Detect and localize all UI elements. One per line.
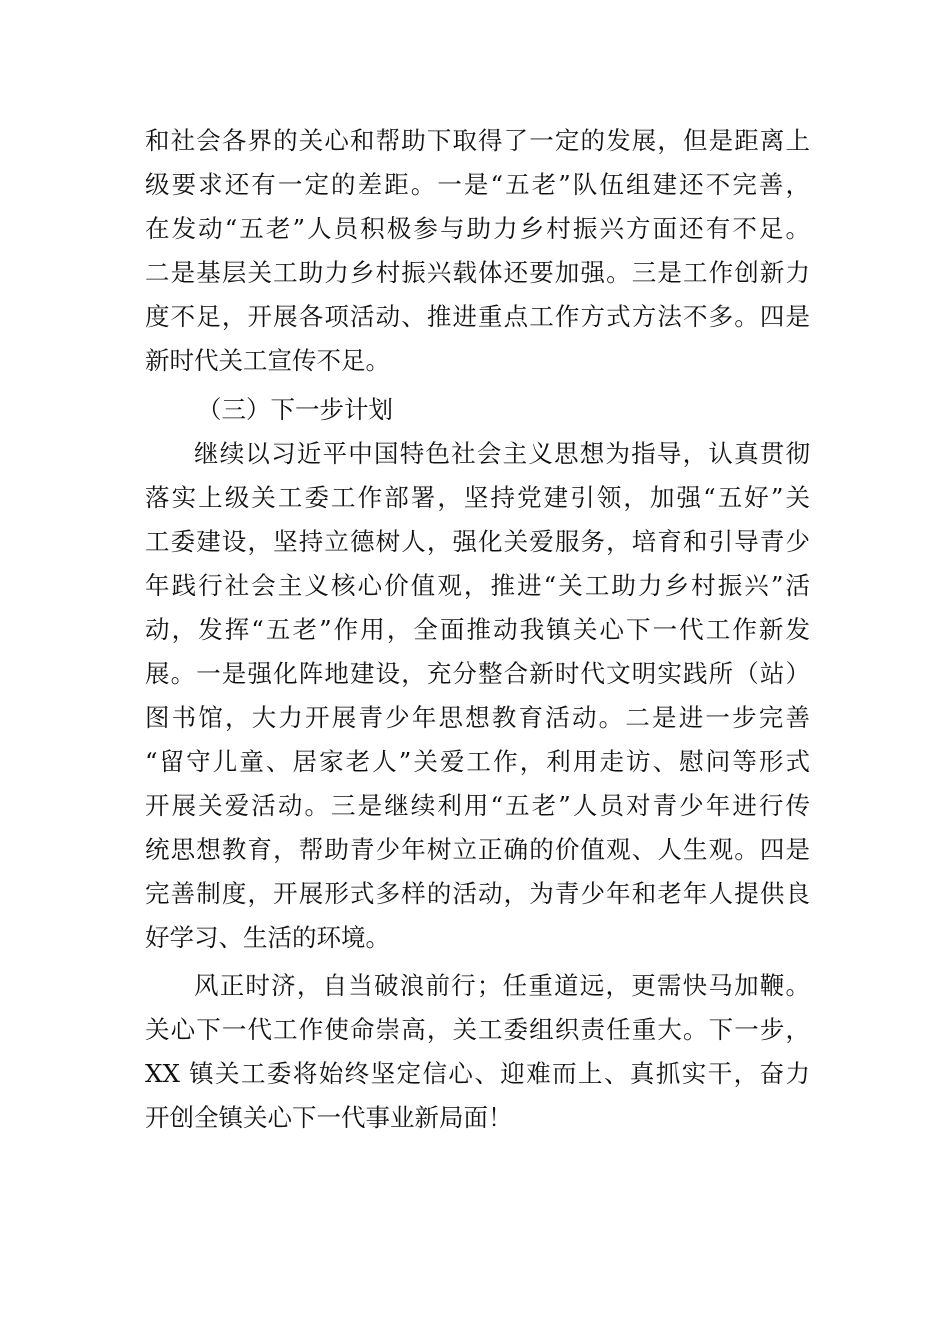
- paragraph-3-line-3: XX 镇关工委将始终坚定信心、迎难而上、真抓实干，奋力: [145, 1059, 810, 1088]
- paragraph-1-line-1: 和社会各界的关心和帮助下取得了一定的发展，但是距离上: [145, 126, 810, 155]
- paragraph-1-line-2: 级要求还有一定的差距。一是“五老”队伍组建还不完善，: [145, 170, 810, 199]
- paragraph-3-line-4: 开创全镇关心下一代事业新局面！: [145, 1103, 513, 1132]
- paragraph-2-line-12: 好学习、生活的环境。: [145, 923, 390, 952]
- paragraph-2-line-3: 工委建设，坚持立德树人，强化关爱服务，培育和引导青少: [145, 527, 810, 556]
- paragraph-3-line-1: 风正时济，自当破浪前行；任重道远，更需快马加鞭。: [194, 971, 810, 1000]
- paragraph-1-line-3: 在发动“五老”人员积极参与助力乡村振兴方面还有不足。: [145, 214, 810, 243]
- paragraph-1-line-5: 度不足，开展各项活动、推进重点工作方式方法不多。四是: [145, 302, 810, 331]
- paragraph-2-line-7: 图书馆，大力开展青少年思想教育活动。二是进一步完善: [145, 703, 810, 732]
- paragraph-1-line-6: 新时代关工宣传不足。: [145, 346, 390, 375]
- paragraph-2-line-4: 年践行社会主义核心价值观，推进“关工助力乡村振兴”活: [145, 571, 810, 600]
- paragraph-2-line-8: “留守儿童、居家老人”关爱工作，利用走访、慰问等形式: [145, 747, 810, 776]
- paragraph-2-line-6: 展。一是强化阵地建设，充分整合新时代文明实践所（站）: [145, 659, 810, 688]
- paragraph-1-line-4: 二是基层关工助力乡村振兴载体还要加强。三是工作创新力: [145, 258, 810, 287]
- paragraph-2-line-9: 开展关爱活动。三是继续利用“五老”人员对青少年进行传: [145, 791, 810, 820]
- paragraph-2-line-2: 落实上级关工委工作部署，坚持党建引领，加强“五好”关: [145, 483, 810, 512]
- paragraph-2-line-5: 动，发挥“五老”作用，全面推动我镇关心下一代工作新发: [145, 615, 810, 644]
- paragraph-2-line-11: 完善制度，开展形式多样的活动，为青少年和老年人提供良: [145, 879, 810, 908]
- paragraph-2-line-10: 统思想教育，帮助青少年树立正确的价值观、人生观。四是: [145, 835, 810, 864]
- paragraph-3-line-2: 关心下一代工作使命崇高，关工委组织责任重大。下一步，: [145, 1015, 810, 1044]
- paragraph-2-line-1: 继续以习近平中国特色社会主义思想为指导，认真贯彻: [194, 439, 810, 468]
- section-heading: （三）下一步计划: [197, 395, 393, 424]
